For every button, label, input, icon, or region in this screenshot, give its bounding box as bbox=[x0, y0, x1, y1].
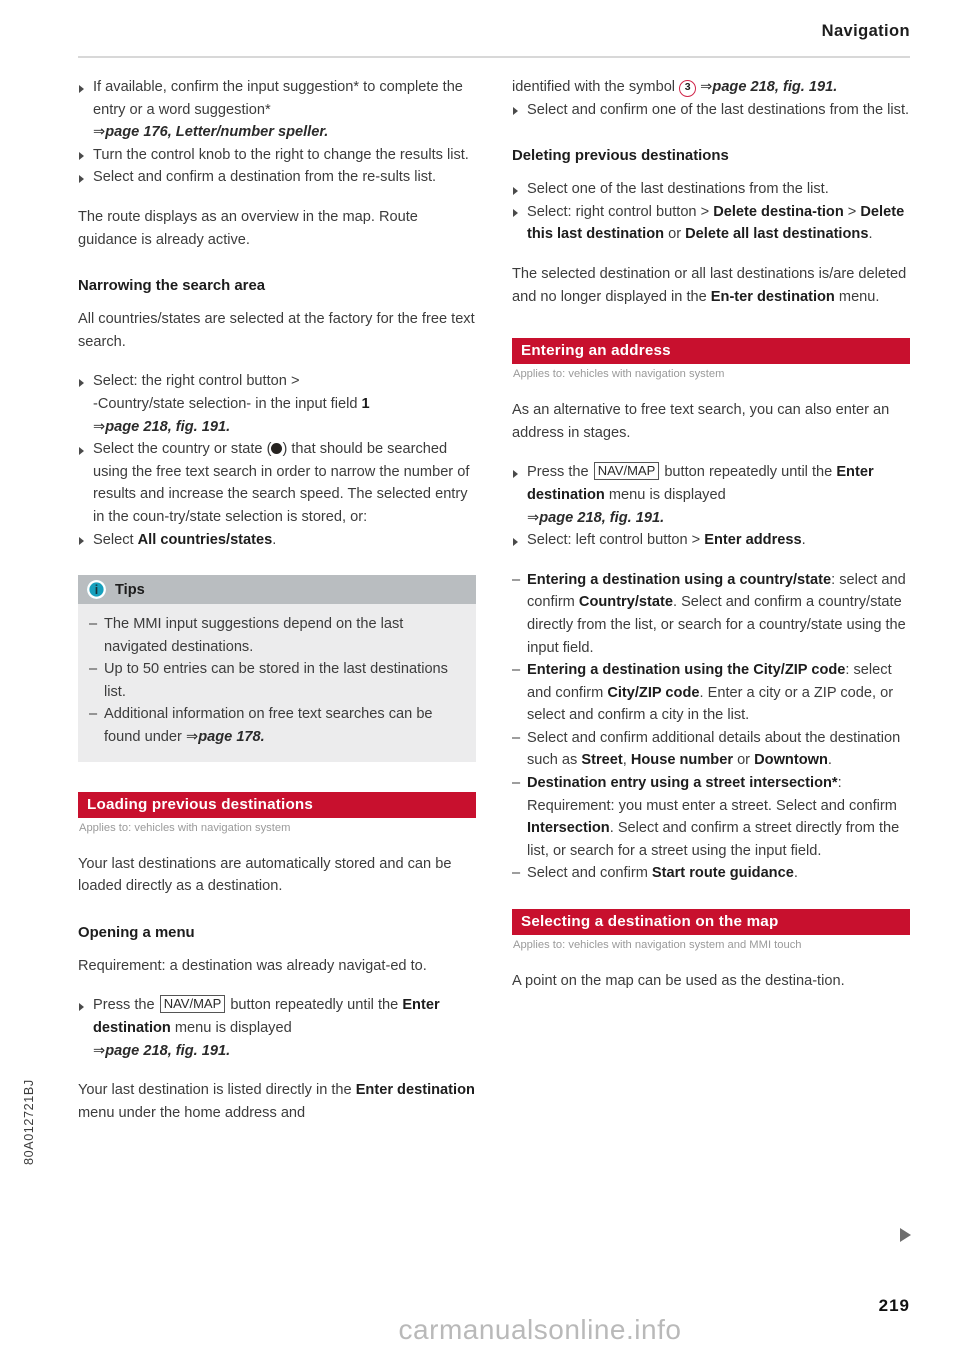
paragraph-last-destinations-stored: Your last destinations are automatically stored and can be loaded directly as a destination. bbox=[78, 855, 452, 895]
arrow-icon: ⇒ bbox=[93, 124, 106, 141]
info-icon: i bbox=[87, 580, 106, 599]
list-item: – Entering a destination using a country/state: select and confirm Country/state. Select and confirm a country/state directly from the list, or search for a country/state using the input field. bbox=[512, 569, 910, 659]
cross-reference[interactable]: ⇒page 218, fig. 191. bbox=[527, 509, 665, 526]
list-item: – The MMI input suggestions depend on the last navigated destinations. bbox=[89, 613, 465, 658]
menu-item-label: Enter address bbox=[704, 532, 802, 549]
document-side-code: 80A012721BJ bbox=[22, 1079, 36, 1165]
hardkey-nav-map[interactable]: NAV/MAP bbox=[160, 995, 226, 1013]
section-banner-loading-previous-destinations: Loading previous destinations bbox=[78, 792, 476, 818]
heading-deleting-previous-destinations: Deleting previous destinations bbox=[512, 148, 729, 165]
right-bullet-list-2 bbox=[512, 178, 910, 246]
cross-reference[interactable]: ⇒page 178. bbox=[185, 729, 265, 746]
arrow-icon: ⇒ bbox=[700, 79, 713, 95]
paragraph-map-point-destination: A point on the map can be used as the destina-tion. bbox=[512, 973, 845, 990]
applies-to-note: Applies to: vehicles with navigation system bbox=[79, 821, 291, 834]
list-item: Turn the control knob to the right to change the results list. bbox=[78, 144, 476, 167]
menu-item-label: Delete this last destination bbox=[527, 203, 905, 243]
two-column-body bbox=[78, 76, 910, 1124]
heading-opening-a-menu: Opening a menu bbox=[78, 924, 195, 941]
right-dash-list bbox=[512, 569, 910, 885]
arrow-icon: ⇒ bbox=[93, 1042, 106, 1059]
list-item: – Destination entry using a street intersection*: Requirement: you must enter a street. Select and confirm Intersection. Select and confirm a street directly from the list, or search for a street using the input field. bbox=[512, 772, 910, 862]
list-item: If available, confirm the input suggestion* to complete the entry or a word suggestion* ⇒page 176, Letter/number speller. bbox=[78, 76, 476, 144]
tips-box bbox=[78, 575, 476, 762]
list-item: Select the country or state ( ) that should be searched using the free text search in order to narrow the number of results and increase the search speed. The selected entry in the coun-try/state selection is stored, or: bbox=[78, 438, 476, 528]
tips-title: Tips bbox=[115, 581, 145, 598]
page-number: 219 bbox=[878, 1296, 910, 1315]
list-item: – Select and confirm Start route guidance. bbox=[512, 862, 910, 885]
menu-item-label: Street bbox=[581, 752, 623, 769]
paragraph-deleted-confirmation: The selected destination or all last destinations is/are deleted and no longer displayed in the En-ter destination menu. bbox=[512, 265, 907, 305]
page-title: Navigation bbox=[821, 22, 910, 40]
paragraph-identified-symbol: identified with the symbol 3 ⇒page 218, fig. 191. bbox=[512, 79, 838, 95]
watermark: carmanualsonline.info bbox=[398, 1314, 682, 1345]
arrow-icon: ⇒ bbox=[93, 418, 106, 435]
applies-to-note: Applies to: vehicles with navigation system bbox=[513, 368, 725, 381]
dash-item-lead: Destination entry using a street intersection* bbox=[527, 775, 838, 792]
right-bullet-list-3 bbox=[512, 461, 910, 551]
list-item: – Up to 50 entries can be stored in the last destinations list. bbox=[89, 658, 465, 703]
menu-item-label: Delete all last destinations bbox=[685, 226, 869, 243]
menu-item-label: Downtown bbox=[754, 752, 828, 769]
list-item: Press the NAV/MAP button repeatedly until the Enter destination menu is displayed ⇒page 218, fig. 191. bbox=[78, 994, 476, 1062]
paragraph-alternative-free-text: As an alternative to free text search, you can also enter an address in stages. bbox=[512, 402, 890, 441]
menu-item-label: House number bbox=[630, 752, 734, 769]
list-item: – Additional information on free text searches can be found under ⇒page 178. bbox=[89, 703, 465, 748]
tips-box-header bbox=[78, 575, 476, 604]
right-bullet-list-1 bbox=[512, 99, 910, 122]
paragraph-requirement: Requirement: a destination was already navigat-ed to. bbox=[78, 957, 427, 974]
cross-reference[interactable]: ⇒page 218, fig. 191. bbox=[700, 79, 838, 95]
left-column bbox=[78, 76, 476, 1124]
cross-reference[interactable]: ⇒page 218, fig. 191. bbox=[93, 418, 231, 435]
paragraph-factory-countries: All countries/states are selected at the factory for the free text search. bbox=[78, 311, 475, 350]
section-banner-entering-an-address: Entering an address bbox=[512, 338, 910, 364]
left-bullet-list-3 bbox=[78, 994, 476, 1062]
list-item: – Select and confirm additional details about the destination such as Street, House number or Downtown. bbox=[512, 727, 910, 772]
cross-reference[interactable]: ⇒page 176, Letter/number speller. bbox=[93, 124, 329, 141]
menu-item-label: Country/state bbox=[578, 594, 673, 611]
header-divider bbox=[78, 56, 910, 58]
menu-item-label: Enter destination bbox=[93, 997, 440, 1037]
arrow-icon: ⇒ bbox=[185, 729, 199, 746]
callout-circle-3-icon: 3 bbox=[679, 80, 696, 97]
list-item: Select All countries/states. bbox=[78, 529, 476, 552]
list-item: Press the NAV/MAP button repeatedly until the Enter destination menu is displayed ⇒page 218, fig. 191. bbox=[512, 461, 910, 529]
applies-to-note: Applies to: vehicles with navigation system and MMI touch bbox=[513, 939, 802, 952]
dash-item-lead: Entering a destination using a country/state bbox=[527, 571, 832, 588]
arrow-icon: ⇒ bbox=[527, 509, 540, 526]
menu-item-label: City/ZIP code bbox=[607, 684, 700, 701]
hardkey-nav-map[interactable]: NAV/MAP bbox=[594, 462, 660, 480]
cross-reference[interactable]: ⇒page 218, fig. 191. bbox=[93, 1042, 231, 1059]
menu-item-label: Delete destina-tion bbox=[713, 203, 844, 220]
tips-box-body bbox=[78, 604, 476, 762]
list-item: Select: left control button > Enter address. bbox=[512, 529, 910, 552]
menu-item-label: En-ter destination bbox=[710, 288, 835, 305]
left-bullet-list-2 bbox=[78, 370, 476, 551]
list-item: – Entering a destination using the City/ZIP code: select and confirm City/ZIP code. Enter a city or a ZIP code, or select and confirm a city in the list. bbox=[512, 659, 910, 727]
continuation-arrow-icon bbox=[900, 1228, 911, 1242]
list-item: Select: the right control button > -Country/state selection- in the input field 1 ⇒page 218, fig. 191. bbox=[78, 370, 476, 438]
menu-item-label: All countries/states bbox=[137, 531, 273, 548]
paragraph-route-overview: The route displays as an overview in the map. Route guidance is already active. bbox=[78, 208, 418, 248]
paragraph-last-destination-listed: Your last destination is listed directly in the Enter destination menu under the home address and bbox=[78, 1082, 475, 1121]
section-banner-selecting-destination-on-map: Selecting a destination on the map bbox=[512, 909, 910, 935]
list-item: Select and confirm a destination from the re-sults list. bbox=[78, 166, 476, 189]
callout-ref-number: 1 bbox=[361, 395, 370, 412]
tips-list bbox=[89, 613, 465, 749]
list-item: Select and confirm one of the last destinations from the list. bbox=[512, 99, 910, 122]
left-bullet-list-1 bbox=[78, 76, 476, 189]
filled-circle-symbol-icon bbox=[271, 443, 282, 454]
heading-narrowing-search-area: Narrowing the search area bbox=[78, 278, 266, 295]
right-column bbox=[512, 76, 910, 993]
menu-item-label: Start route guidance bbox=[651, 865, 794, 882]
menu-item-label: Enter destination bbox=[355, 1082, 475, 1099]
dash-item-lead: Entering a destination using the City/ZIP code bbox=[527, 662, 846, 679]
page-header bbox=[78, 22, 910, 62]
menu-item-label: Enter destination bbox=[527, 464, 874, 503]
list-item: Select: right control button > Delete destina-tion > Delete this last destination or Delete all last destinations. bbox=[512, 201, 910, 246]
list-item: Select one of the last destinations from the list. bbox=[512, 178, 910, 201]
menu-item-label: Intersection bbox=[527, 820, 610, 837]
